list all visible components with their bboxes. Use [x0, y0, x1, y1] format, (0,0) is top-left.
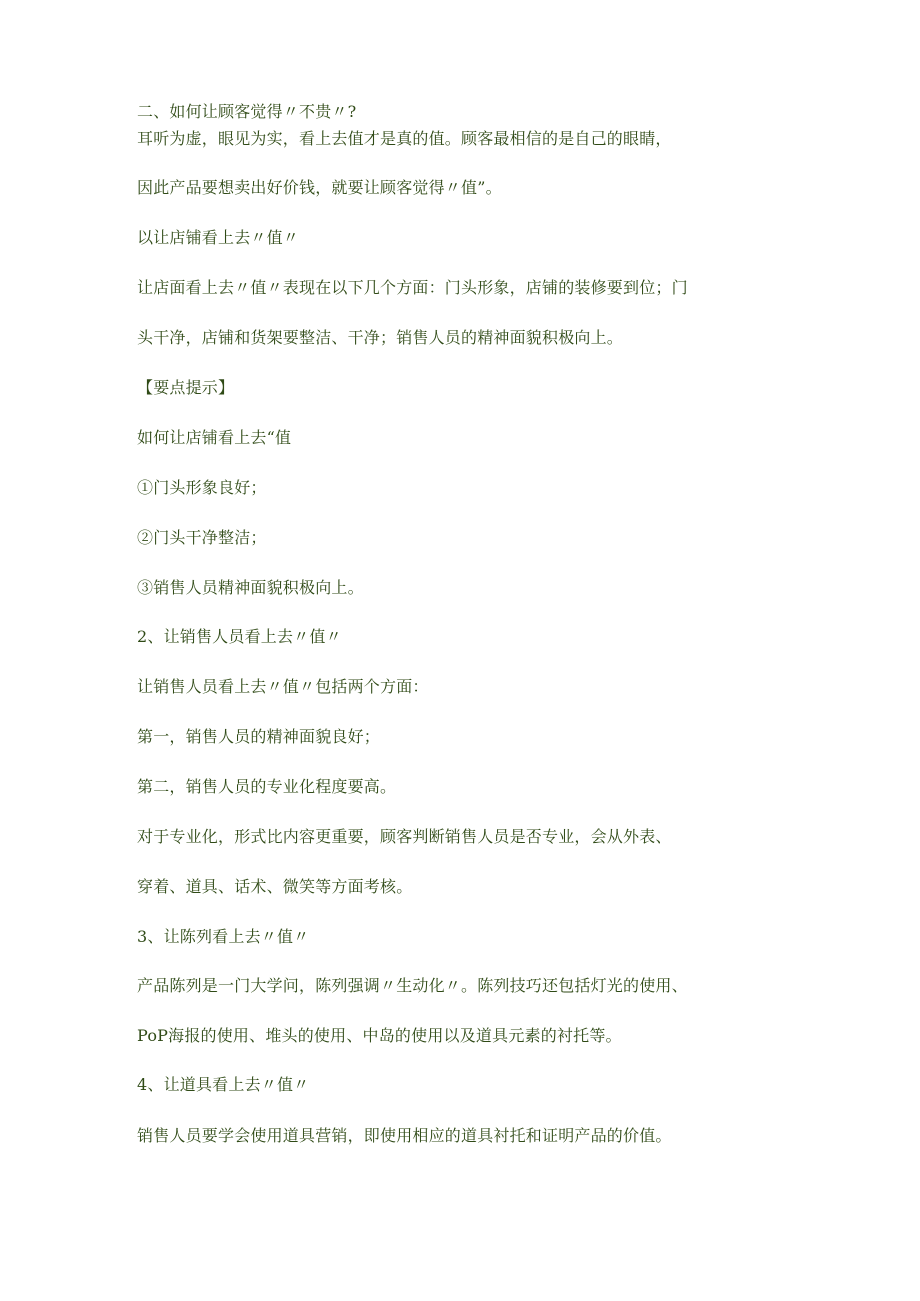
paragraph-line: 第二，销售人员的专业化程度要高。	[137, 777, 397, 796]
section-heading: 二、如何让顾客觉得〃不贵〃?	[137, 102, 357, 121]
paragraph-line: 对于专业化，形式比内容更重要，顾客判断销售人员是否专业，会从外表、	[137, 827, 672, 846]
paragraph-line: 产品陈列是一门大学问，陈列强调〃生动化〃。陈列技巧还包括灯光的使用、	[137, 976, 688, 995]
subsection-heading: 3、让陈列看上去〃值〃	[137, 927, 310, 946]
list-item: ③销售人员精神面貌积极向上。	[137, 578, 364, 597]
paragraph-line: PoP海报的使用、堆头的使用、中岛的使用以及道具元素的衬托等。	[137, 1026, 622, 1045]
subsection-heading: 2、让销售人员看上去〃值〃	[137, 627, 342, 646]
paragraph-line: 耳听为虚，眼见为实，看上去值才是真的值。顾客最相信的是自己的眼睛，	[137, 129, 672, 148]
list-item: ②门头干净整洁；	[137, 528, 267, 547]
paragraph-line: 让店面看上去〃值〃表现在以下几个方面：门头形象，店铺的装修要到位；门	[137, 278, 688, 297]
paragraph-line: 头干净，店铺和货架要整洁、干净；销售人员的精神面貌积极向上。	[137, 328, 624, 347]
paragraph-line: 穿着、道具、话术、微笑等方面考核。	[137, 877, 413, 896]
paragraph-line: 如何让店铺看上去“值	[137, 428, 292, 447]
paragraph-line: 销售人员要学会使用道具营销，即使用相应的道具衬托和证明产品的价值。	[137, 1126, 672, 1145]
paragraph-line: 让销售人员看上去〃值〃包括两个方面：	[137, 677, 429, 696]
list-item: ①门头形象良好；	[137, 478, 267, 497]
subsection-heading: 以让店铺看上去〃值〃	[137, 228, 300, 247]
paragraph-line: 第一，销售人员的精神面貌良好；	[137, 727, 381, 746]
tip-heading: 【要点提示】	[137, 378, 235, 397]
subsection-heading: 4、让道具看上去〃值〃	[137, 1075, 310, 1094]
paragraph-line: 因此产品要想卖出好价钱，就要让顾客觉得〃值”。	[137, 178, 502, 197]
